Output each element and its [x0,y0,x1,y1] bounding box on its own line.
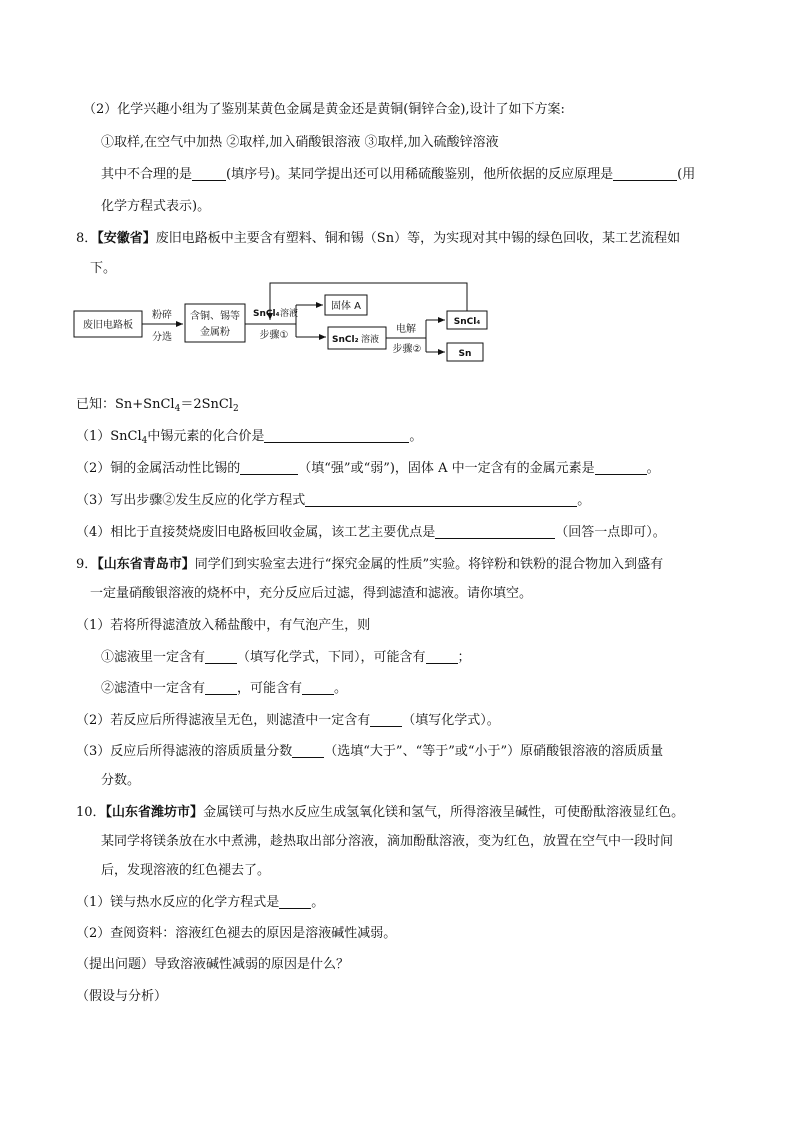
q9-question-1a [101,649,471,667]
flow-box-sncl4-label: SnCl₄ [453,317,481,327]
subscript: 2 [232,404,239,414]
q9-text: （3）反应后所得滤液的溶质质量分数 [76,744,293,759]
q10-intro: 金属镁可与热水反应生成氢氧化镁和氢气，所得溶液呈碱性，可使酚酞溶液显红色。 [203,805,685,820]
answer-blank[interactable] [205,649,237,664]
q9-text: （填写化学式）。 [402,713,500,728]
q10-text: 。 [311,895,325,910]
q9-number: 9． [76,557,98,572]
q8-text: （1）SnCl [76,429,142,444]
q9-question-3-cont: 分数。 [101,773,141,788]
q8-question-2 [76,460,660,478]
q7-text: (用 [677,167,696,182]
q8-question-1 [76,428,422,446]
answer-blank[interactable] [192,166,226,181]
q9-question-2 [76,712,500,730]
flow-reagent-label: 溶液 [280,309,299,319]
q8-text: 。 [577,493,591,508]
process-flow-diagram [70,280,490,370]
answer-blank[interactable] [370,712,402,727]
answer-blank[interactable] [240,460,298,475]
flow-reagent-chem: SnCl₄ [253,309,280,319]
q7-part2-line4: 化学方程式表示)。 [101,199,211,214]
q8-text: 中锡元素的化合价是 [147,429,265,444]
q7-part2-line1: （2）化学兴趣小组为了鉴别某黄色金属是黄金还是黄铜(铜锌合金),设计了如下方案: [83,102,565,117]
q9-intro-line2: 一定量硝酸银溶液的烧杯中，充分反应后过滤，得到滤渣和滤液。请你填空。 [90,586,533,601]
flow-step-2: 步骤② [392,344,422,355]
flow-step-crush: 粉碎 [152,310,172,321]
q10-question-2: （2）查阅资料：溶液红色褪去的原因是溶液碱性减弱。 [76,926,397,941]
answer-blank[interactable] [302,680,334,695]
q9-text: ①滤液里一定含有 [101,650,206,665]
answer-blank[interactable] [279,894,311,909]
q8-text: （填“强”或“弱”)，固体 A 中一定含有的金属元素是 [298,461,595,476]
q8-text: 。 [646,461,660,476]
flow-box-circuit-board-label: 废旧电路板 [83,320,133,331]
q10-question-1 [76,894,324,912]
q10-problem: （提出问题）导致溶液碱性减弱的原因是什么？ [76,957,350,972]
q8-known [76,396,239,414]
q8-number: 8． [76,231,98,246]
flow-box-sncl2-chem: SnCl₂ [332,335,359,345]
q9-question-3 [76,743,663,761]
answer-blank[interactable] [613,166,677,181]
subscript: 4 [174,404,181,414]
q9-intro: 同学们到实验室去进行“探究金属的性质”实验。将锌粉和铁粉的混合物加入到盛有 [194,557,664,572]
q10-text: （1）镁与热水反应的化学方程式是 [76,895,280,910]
answer-blank[interactable] [435,524,555,539]
q8-known-label: 已知： [76,397,116,412]
answer-blank[interactable] [426,649,458,664]
q8-text: 。 [409,429,423,444]
answer-blank[interactable] [292,743,324,758]
q9-text: （选填“大于”、“等于”或“小于”）原硝酸银溶液的溶质质量 [324,744,664,759]
answer-blank[interactable] [205,680,237,695]
q10-source: 【山东省潍坊市】 [105,805,204,820]
flow-recycle-arrow [270,283,467,320]
subscript: 4 [141,436,148,446]
q9-question-1b [101,680,347,698]
q8-intro-line1 [76,230,680,248]
flow-box-solid-a-label: 固体 A [330,301,362,312]
q9-intro-line1 [76,556,663,574]
flow-step-sort: 分选 [152,332,172,343]
flow-box-sncl2-label: 溶液 [361,335,380,345]
q7-part2-options: ①取样,在空气中加热 ②取样,加入硝酸银溶液 ③取样,加入硫酸锌溶液 [101,135,499,150]
answer-blank[interactable] [305,492,577,507]
q9-text: 。 [334,681,348,696]
q10-intro-line1 [76,804,684,822]
q7-text: (填序号)。某同学提出还可以用稀硫酸鉴别，他所依据的反应原理是 [226,167,614,182]
q10-number: 10． [76,805,106,820]
flow-step-1: 步骤① [259,330,289,341]
q8-text: （回答一点即可）。 [555,525,666,540]
q8-question-3 [76,492,590,510]
q9-text: ； [457,650,471,665]
answer-blank[interactable] [264,428,409,443]
flow-box-metal-powder-line1: 含铜、锡等 [190,311,240,322]
flow-box-metal-powder-line2: 金属粉 [200,327,230,338]
q8-text: （2）铜的金属活动性比锡的 [76,461,241,476]
q8-question-4 [76,524,666,542]
q8-source: 【安徽省】 [97,231,156,246]
q9-source: 【山东省青岛市】 [97,557,195,572]
q8-intro-line2: 下。 [90,261,117,276]
q10-hypothesis: （假设与分析） [76,989,168,1004]
flow-box-sn-label: Sn [458,349,472,359]
q7-text: 其中不合理的是 [101,167,193,182]
q10-intro-line2: 某同学将镁条放在水中煮沸，趁热取出部分溶液，滴加酚酞溶液，变为红色，放置在空气中一段时间 [101,834,674,849]
q9-text: （填写化学式，下同），可能含有 [237,650,426,665]
flow-electrolysis: 电解 [396,324,416,335]
q8-known-eq: ＝2SnCl [180,397,233,412]
q8-known-eq: Sn+SnCl [115,397,175,412]
q9-text: ，可能含有 [237,681,303,696]
answer-blank[interactable] [595,460,647,475]
q9-text: ②滤渣中一定含有 [101,681,206,696]
q8-intro: 废旧电路板中主要含有塑料、铜和锡（Sn）等，为实现对其中锡的绿色回收，某工艺流程如 [155,231,681,246]
q9-text: （2）若反应后所得滤液呈无色，则滤渣中一定含有 [76,713,371,728]
q9-question-1: （1）若将所得滤渣放入稀盐酸中，有气泡产生，则 [76,618,371,633]
q10-intro-line3: 后，发现溶液的红色褪去了。 [101,863,271,878]
q8-text: （4）相比于直接焚烧废旧电路板回收金属，该工艺主要优点是 [76,525,436,540]
q7-part2-line3 [101,166,695,184]
q8-text: （3）写出步骤②发生反应的化学方程式 [76,493,306,508]
